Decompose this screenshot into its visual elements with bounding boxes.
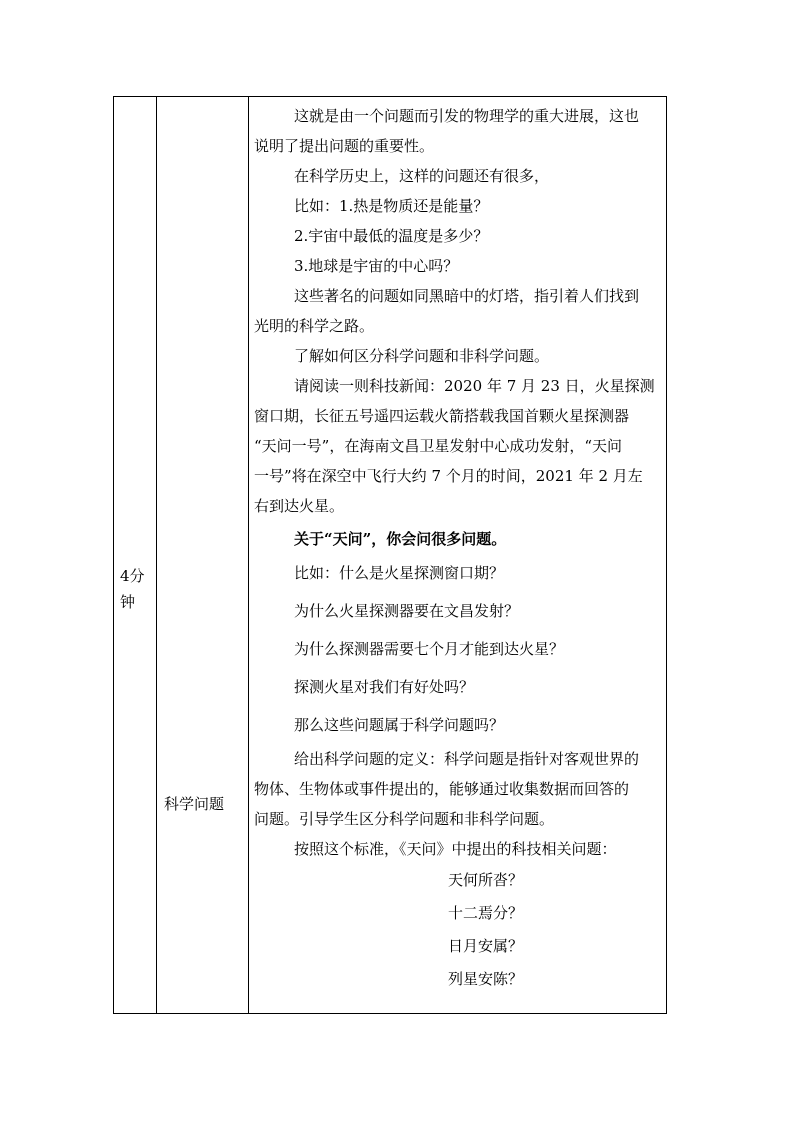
topic-cell — [157, 97, 249, 1014]
content-paragraph: 这就是由一个问题而引发的物理学的重大进展，这也 — [294, 107, 640, 125]
content-paragraph: 给出科学问题的定义：科学问题是指针对客观世界的 — [294, 750, 640, 768]
content-paragraphs — [249, 97, 667, 996]
content-paragraph: 为什么探测器需要七个月才能到达火星？ — [294, 640, 565, 658]
content-paragraph: 列星安陈？ — [447, 970, 523, 988]
content-paragraph: 3.地球是宇宙的中心吗？ — [294, 257, 459, 275]
content-paragraph: 关于“天问”，你会问很多问题。 — [294, 530, 507, 548]
content-paragraph: 探测火星对我们有好处吗？ — [294, 678, 475, 696]
content-paragraph: 那么这些问题属于科学问题吗？ — [294, 716, 505, 734]
content-paragraph: 物体、生物体或事件提出的，能够通过收集数据而回答的 — [254, 780, 630, 798]
content-paragraph: 为什么火星探测器要在文昌发射？ — [294, 602, 520, 620]
content-paragraph: “天问一号”，在海南文昌卫星发射中心成功发射，“天问 — [254, 437, 623, 455]
content-paragraph: 请阅读一则科技新闻：2020 年 7 月 23 日，火星探测 — [294, 377, 655, 395]
content-paragraph: 说明了提出问题的重要性。 — [254, 137, 435, 155]
content-paragraph: 一号”将在深空中飞行大约 7 个月的时间，2021 年 2 月左 — [254, 467, 643, 485]
time-label: 4分钟 — [120, 567, 145, 611]
content-paragraph: 了解如何区分科学问题和非科学问题。 — [294, 347, 550, 365]
content-paragraph: 窗口期，长征五号遥四运载火箭搭载我国首颗火星探测器 — [254, 407, 630, 425]
lesson-content — [249, 97, 667, 996]
lesson-plan-table — [113, 96, 667, 1014]
content-paragraph: 十二焉分？ — [447, 904, 523, 922]
content-paragraph: 在科学历史上，这样的问题还有很多， — [294, 167, 550, 185]
content-paragraph: 这些著名的问题如同黑暗中的灯塔，指引着人们找到 — [294, 287, 640, 305]
time-cell — [114, 97, 157, 1014]
table-row — [114, 97, 667, 1014]
content-paragraph: 2.宇宙中最低的温度是多少？ — [294, 227, 489, 245]
content-paragraph: 比如：什么是火星探测窗口期？ — [294, 564, 505, 582]
content-paragraph: 按照这个标准，《天问》中提出的科技相关问题： — [294, 840, 617, 858]
content-cell — [249, 97, 667, 1014]
content-paragraph: 光明的科学之路。 — [254, 317, 375, 335]
content-paragraph: 问题。引导学生区分科学问题和非科学问题。 — [254, 810, 555, 828]
content-paragraph: 日月安属？ — [447, 937, 523, 955]
topic-label: 科学问题 — [164, 795, 225, 813]
content-paragraph: 右到达火星。 — [254, 497, 345, 515]
content-paragraph: 天何所沓？ — [447, 871, 523, 889]
content-paragraph: 比如：1.热是物质还是能量？ — [294, 197, 489, 215]
